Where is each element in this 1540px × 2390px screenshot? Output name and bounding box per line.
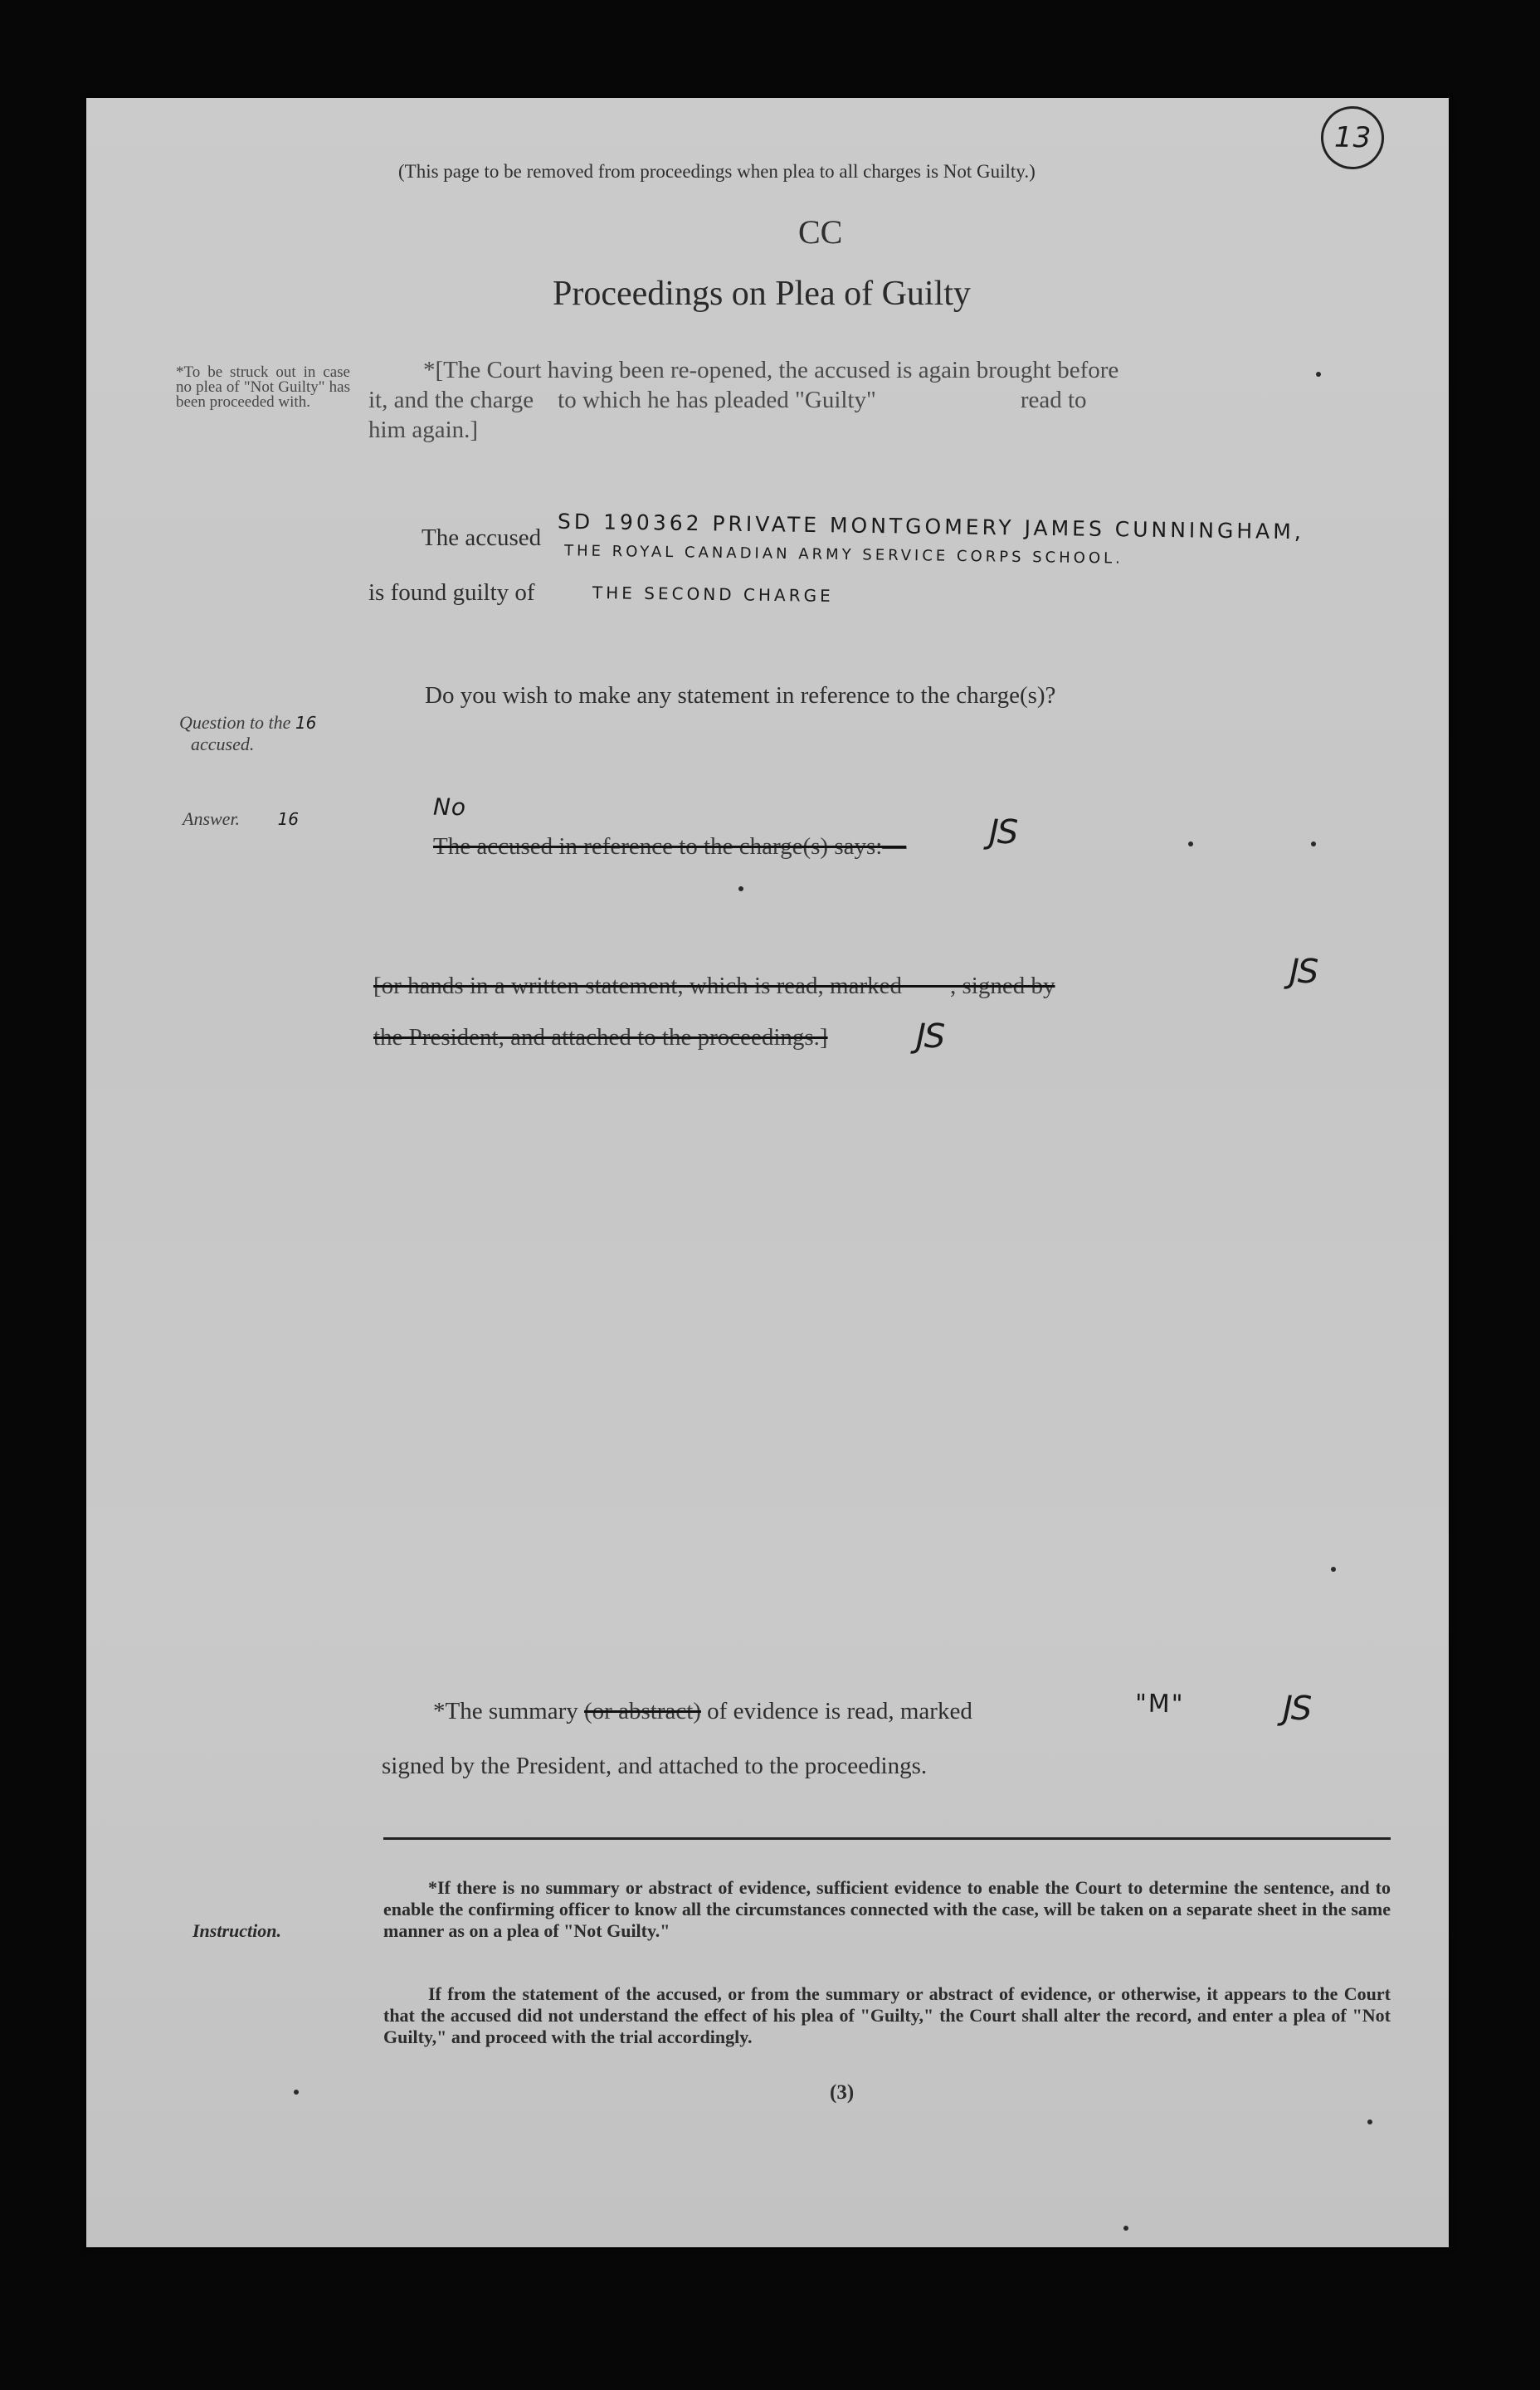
paper-speck [738,886,743,891]
summary-mark-handwritten: "M" [1134,1689,1185,1719]
instruction-paragraph-2: If from the statement of the accused, or from the summary or abstract of evidence, or otherwise, it appears to the Court that the accused did not understand the effect of his plea of "Guilty," the Court shall alter the record, and enter a plea of "Not Guilty," and proceed with the trial accordingly. [383,1983,1391,2047]
document-page [86,98,1449,2247]
accused-handwritten-line-2: THE ROYAL CANADIAN ARMY SERVICE CORPS SCHOOL. [563,542,1123,568]
page-stamp-number: 13 [1333,120,1372,155]
written-statement-line-1: [or hands in a written statement, which is read, marked , signed by [373,973,1055,999]
paper-speck [1188,841,1193,846]
accused-label: The accused [422,524,542,551]
guilty-handwritten: THE SECOND CHARGE [592,582,834,607]
question-label [179,712,316,755]
answer-handwritten: No [432,793,467,822]
question-label-text: Question to the [179,712,291,733]
written-initials-1: JS [1289,952,1318,992]
paper-speck [1123,2226,1128,2231]
instruction-paragraph-1: *If there is no summary or abstract of evidence, sufficient evidence to enable the Court to determine the sentence, and to enable the confirming officer to know all the circumstances connected with the case, will be taken on a separate sheet in the same manner as on a plea of "Not Guilty." [383,1877,1391,1941]
reopened-line-1: *[The Court having been re-opened, the accused is again brought before [423,357,1119,383]
guilty-label: is found guilty of [368,579,535,606]
summary-prefix: *The summary [433,1698,578,1724]
question-label-accused: accused. [191,734,255,754]
instruction-label: Instruction. [192,1920,281,1941]
reopened-line-2: it, and the charge to which he has pleaded "Guilty" read to [368,387,1087,413]
paper-speck [1311,841,1316,846]
summary-initials: JS [1282,1689,1311,1729]
paper-speck [1316,372,1321,377]
accused-handwritten-line-1: SD 190362 PRIVATE MONTGOMERY JAMES CUNNINGHAM, [557,509,1304,544]
written-statement-line-2: the President, and attached to the proceedings.] [373,1024,828,1051]
answer-initials: JS [988,812,1017,852]
summary-line-1 [433,1698,972,1725]
summary-struck: (or abstract) [584,1698,701,1724]
removal-note: (This page to be removed from proceedings when plea to all charges is Not Guilty.) [398,161,1036,182]
answer-label-text: Answer. [183,808,241,829]
summary-suffix: of evidence is read, marked [707,1698,972,1724]
reopened-line-3: him again.] [368,417,479,443]
answer-struck-text: The accused in reference to the charge(s) says:— [433,833,907,860]
section-code: CC [798,213,843,251]
answer-hand-note: 16 [277,809,300,829]
summary-line-2: signed by the President, and attached to the proceedings. [382,1753,928,1779]
strike-out-note: *To be struck out in case no plea of "Not Guilty" has been proceeded with. [176,363,350,411]
paper-speck [1331,1567,1336,1572]
instruction-divider [383,1837,1391,1840]
question-text: Do you wish to make any statement in reference to the charge(s)? [425,682,1056,709]
page-title: Proceedings on Plea of Guilty [553,275,971,313]
answer-label [183,808,300,829]
paper-speck [294,2090,299,2095]
question-hand-note: 16 [295,713,317,733]
paper-speck [1367,2119,1372,2124]
footer-page-number: (3) [830,2081,855,2104]
written-initials-2: JS [915,1017,944,1056]
